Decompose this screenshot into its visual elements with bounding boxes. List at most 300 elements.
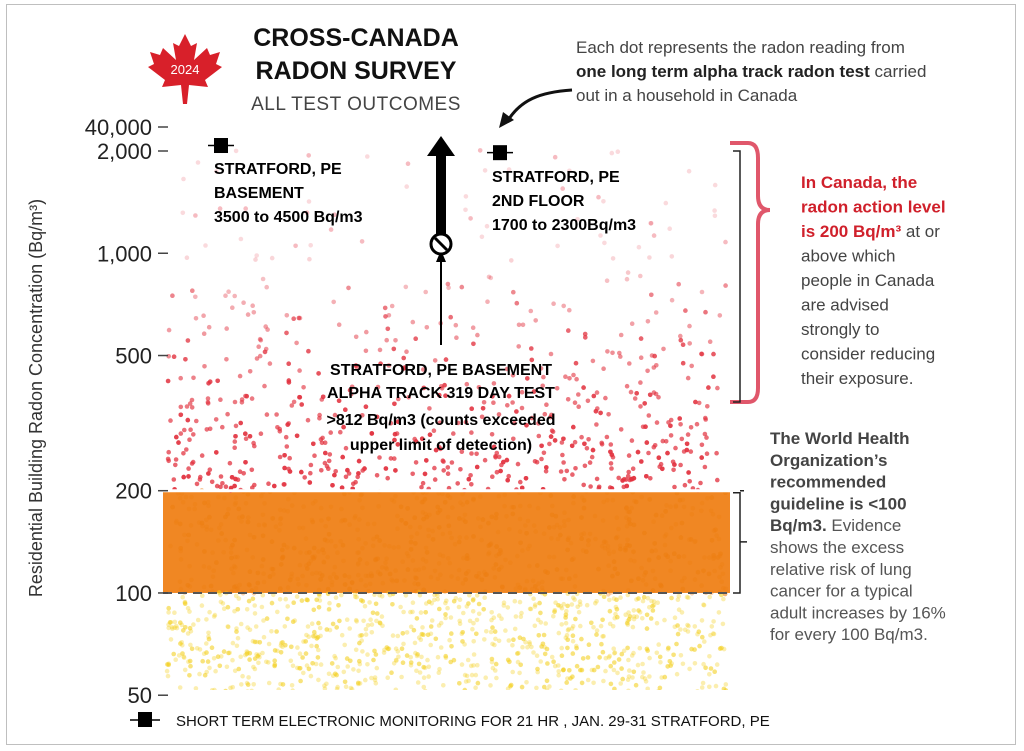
survey-dot [724, 733, 729, 738]
survey-dot [297, 368, 302, 373]
survey-dot [178, 740, 183, 745]
survey-dot [671, 653, 676, 658]
survey-dot [627, 517, 632, 522]
survey-dot [324, 734, 329, 739]
survey-dot [204, 617, 209, 622]
survey-dot [565, 633, 570, 638]
survey-dot [478, 494, 483, 499]
survey-dot [579, 536, 584, 541]
survey-dot [539, 702, 544, 707]
survey-dot [537, 601, 542, 606]
survey-dot [700, 618, 705, 623]
survey-dot [297, 526, 302, 531]
survey-dot [423, 290, 428, 295]
survey-dot [421, 481, 426, 486]
survey-dot [591, 704, 596, 709]
survey-dot [356, 573, 361, 578]
survey-dot [412, 700, 417, 705]
survey-dot [190, 647, 195, 652]
survey-dot [493, 731, 498, 736]
survey-dot [333, 691, 338, 696]
survey-dot [276, 687, 281, 692]
survey-dot [306, 349, 311, 354]
survey-dot [361, 619, 366, 624]
survey-dot [364, 330, 369, 335]
survey-dot [656, 642, 661, 647]
survey-dot [567, 376, 572, 381]
survey-dot [216, 538, 221, 543]
survey-dot [307, 667, 312, 672]
survey-dot [259, 494, 264, 499]
survey-dot [237, 596, 242, 601]
survey-dot [611, 256, 616, 261]
survey-dot [571, 373, 576, 378]
survey-dot [407, 698, 412, 703]
survey-dot [615, 571, 620, 576]
survey-dot [186, 699, 191, 704]
survey-dot [229, 550, 234, 555]
survey-dot [273, 742, 278, 747]
survey-dot [460, 639, 465, 644]
survey-dot [664, 201, 669, 206]
survey-dot [233, 736, 238, 741]
survey-dot [425, 515, 430, 520]
survey-dot [618, 595, 623, 600]
survey-dot [409, 535, 414, 540]
survey-dot [304, 536, 309, 541]
survey-dot [250, 731, 255, 736]
survey-dot [426, 674, 431, 679]
survey-dot [655, 600, 660, 605]
survey-dot [180, 595, 185, 600]
survey-dot [518, 735, 523, 740]
survey-dot [640, 745, 645, 750]
survey-dot [233, 439, 238, 444]
survey-dot [531, 736, 536, 741]
survey-dot [561, 667, 566, 672]
survey-dot [320, 436, 325, 441]
survey-dot [301, 671, 306, 676]
survey-dot [490, 625, 495, 630]
survey-dot [262, 635, 267, 640]
survey-dot [239, 682, 244, 687]
survey-dot [715, 662, 720, 667]
survey-dot [490, 515, 495, 520]
survey-dot [561, 304, 566, 309]
survey-dot [224, 702, 229, 707]
survey-dot [573, 574, 578, 579]
survey-dot [497, 639, 502, 644]
survey-dot [412, 628, 417, 633]
survey-dot [724, 733, 729, 738]
survey-dot [594, 743, 599, 748]
survey-dot [550, 428, 555, 433]
survey-dot [591, 681, 596, 686]
survey-dot [582, 442, 587, 447]
survey-dot [708, 692, 713, 697]
survey-dot [282, 466, 287, 471]
survey-dot [260, 564, 265, 569]
survey-dot [548, 700, 553, 705]
survey-dot [670, 254, 675, 259]
survey-dot [673, 446, 678, 451]
survey-dot [241, 742, 246, 747]
survey-dot [299, 704, 304, 709]
survey-dot [375, 535, 380, 540]
survey-dot [560, 747, 565, 751]
survey-dot [611, 646, 616, 651]
survey-dot [211, 568, 216, 573]
survey-dot [306, 153, 311, 158]
survey-dot [252, 603, 257, 608]
survey-dot [392, 456, 397, 461]
survey-dot [176, 743, 181, 748]
survey-dot [491, 734, 496, 739]
survey-dot [702, 555, 707, 560]
survey-dot [596, 567, 601, 572]
survey-dot [401, 642, 406, 647]
survey-dot [409, 660, 414, 665]
survey-dot [364, 632, 369, 637]
survey-dot [678, 463, 683, 468]
survey-dot [314, 598, 319, 603]
survey-dot [524, 531, 529, 536]
survey-dot [380, 707, 385, 712]
survey-dot [187, 507, 192, 512]
survey-dot [518, 541, 523, 546]
survey-dot [503, 558, 508, 563]
survey-dot [514, 586, 519, 591]
survey-dot [267, 681, 272, 686]
survey-dot [449, 644, 454, 649]
survey-dot [517, 671, 522, 676]
survey-dot [174, 519, 179, 524]
survey-dot [207, 325, 212, 330]
survey-dot [593, 601, 598, 606]
survey-dot [184, 447, 189, 452]
survey-dot [490, 474, 495, 479]
survey-dot [506, 658, 511, 663]
survey-dot [456, 576, 461, 581]
survey-dot [640, 675, 645, 680]
survey-dot [494, 516, 499, 521]
survey-dot [475, 618, 480, 623]
survey-dot [580, 668, 585, 673]
survey-dot [188, 733, 193, 738]
survey-dot [263, 350, 268, 355]
survey-dot [717, 575, 722, 580]
survey-dot [593, 729, 598, 734]
survey-dot [498, 469, 503, 474]
survey-dot [362, 466, 367, 471]
survey-dot [517, 735, 522, 740]
survey-dot [232, 294, 237, 299]
survey-dot [419, 655, 424, 660]
survey-dot [662, 693, 667, 698]
survey-dot [531, 650, 536, 655]
survey-dot [333, 565, 338, 570]
survey-dot [268, 361, 273, 366]
survey-dot [165, 729, 170, 734]
survey-dot [570, 602, 575, 607]
survey-dot [705, 451, 710, 456]
survey-dot [477, 602, 482, 607]
survey-dot [428, 643, 433, 648]
survey-dot [283, 624, 288, 629]
survey-dot [285, 313, 290, 318]
survey-dot [489, 618, 494, 623]
survey-dot [178, 685, 183, 690]
survey-dot [457, 619, 462, 624]
survey-dot [478, 739, 483, 744]
survey-dot [380, 614, 385, 619]
survey-dot [658, 655, 663, 660]
survey-dot [471, 609, 476, 614]
survey-dot [343, 573, 348, 578]
survey-dot [312, 608, 317, 613]
survey-dot [396, 634, 401, 639]
survey-dot [620, 478, 625, 483]
survey-dot [675, 691, 680, 696]
survey-dot [591, 448, 596, 453]
survey-dot [518, 480, 523, 485]
survey-dot [285, 444, 290, 449]
survey-dot [654, 703, 659, 708]
survey-dot [535, 653, 540, 658]
survey-dot [711, 512, 716, 517]
survey-dot [656, 555, 661, 560]
survey-dot [256, 661, 261, 666]
survey-dot [580, 681, 585, 686]
survey-dot [335, 687, 340, 692]
survey-dot [700, 635, 705, 640]
survey-dot [565, 637, 570, 642]
survey-dot [342, 670, 347, 675]
survey-dot [630, 731, 635, 736]
survey-dot [198, 700, 203, 705]
survey-dot [497, 613, 502, 618]
survey-dot [209, 528, 214, 533]
survey-dot [452, 599, 457, 604]
survey-dot [665, 664, 670, 669]
survey-dot [421, 557, 426, 562]
survey-dot [252, 310, 257, 315]
survey-dot [672, 693, 677, 698]
survey-dot [240, 514, 245, 519]
survey-dot [649, 616, 654, 621]
survey-dot [723, 283, 728, 288]
survey-dot [282, 482, 287, 487]
survey-dot [423, 689, 428, 694]
survey-dot [245, 548, 250, 553]
survey-dot [333, 699, 338, 704]
survey-dot [283, 643, 288, 648]
survey-dot [188, 659, 193, 664]
survey-dot [691, 506, 696, 511]
survey-dot [194, 686, 199, 691]
survey-dot [308, 471, 313, 476]
survey-dot [707, 704, 712, 709]
survey-dot [240, 397, 245, 402]
survey-dot [491, 666, 496, 671]
survey-dot [712, 669, 717, 674]
survey-dot [212, 694, 217, 699]
survey-dot [271, 567, 276, 572]
survey-dot [699, 352, 704, 357]
survey-dot [349, 694, 354, 699]
survey-dot [404, 285, 409, 290]
survey-dot [586, 437, 591, 442]
survey-dot [428, 746, 433, 751]
survey-dot [645, 687, 650, 692]
survey-dot [200, 453, 205, 458]
survey-dot [521, 736, 526, 741]
survey-dot [429, 708, 434, 713]
survey-dot [686, 376, 691, 381]
survey-dot [469, 406, 474, 411]
survey-dot [237, 507, 242, 512]
survey-dot [554, 514, 559, 519]
survey-dot [560, 702, 565, 707]
survey-dot [358, 557, 363, 562]
survey-dot [638, 380, 643, 385]
survey-dot [533, 624, 538, 629]
survey-dot [298, 739, 303, 744]
survey-dot [561, 460, 566, 465]
survey-dot [310, 621, 315, 626]
survey-dot [400, 559, 405, 564]
survey-dot [611, 550, 616, 555]
survey-dot [273, 742, 278, 747]
survey-dot [461, 581, 466, 586]
survey-dot [464, 535, 469, 540]
survey-dot [179, 557, 184, 562]
survey-dot [707, 595, 712, 600]
survey-dot [202, 585, 207, 590]
survey-dot [250, 396, 255, 401]
survey-dot [503, 628, 508, 633]
survey-dot [319, 468, 324, 473]
survey-dot [242, 731, 247, 736]
survey-dot [723, 587, 728, 592]
survey-dot [507, 527, 512, 532]
survey-dot [511, 512, 516, 517]
survey-dot [203, 692, 208, 697]
survey-dot [415, 652, 420, 657]
survey-dot [275, 610, 280, 615]
survey-dot [262, 501, 267, 506]
survey-dot [642, 573, 647, 578]
survey-dot [246, 675, 251, 680]
survey-dot [710, 538, 715, 543]
survey-dot [629, 579, 634, 584]
survey-dot [476, 516, 481, 521]
survey-dot [505, 478, 510, 483]
survey-dot [667, 226, 672, 231]
survey-dot [430, 529, 435, 534]
survey-dot [374, 741, 379, 746]
survey-dot [236, 636, 241, 641]
survey-dot [613, 567, 618, 572]
survey-dot [326, 517, 331, 522]
survey-dot [365, 652, 370, 657]
survey-dot [555, 244, 560, 249]
survey-dot [634, 683, 639, 688]
survey-dot [232, 445, 237, 450]
survey-dot [384, 733, 389, 738]
survey-dot [232, 734, 237, 739]
survey-dot [356, 471, 361, 476]
survey-dot [246, 682, 251, 687]
survey-dot [172, 354, 177, 359]
survey-dot [659, 462, 664, 467]
survey-dot [566, 627, 571, 632]
survey-dot [217, 590, 222, 595]
survey-dot [261, 736, 266, 741]
survey-dot [351, 739, 356, 744]
survey-dot [385, 567, 390, 572]
survey-dot [630, 438, 635, 443]
survey-dot [282, 543, 287, 548]
survey-dot [655, 420, 660, 425]
survey-dot [323, 686, 328, 691]
survey-dot [666, 733, 671, 738]
survey-dot [393, 494, 398, 499]
survey-dot [687, 667, 692, 672]
survey-dot [241, 300, 246, 305]
survey-dot [601, 500, 606, 505]
survey-dot [696, 570, 701, 575]
survey-dot [391, 633, 396, 638]
survey-dot [364, 349, 369, 354]
survey-dot [183, 668, 188, 673]
survey-dot [402, 578, 407, 583]
survey-dot [590, 455, 595, 460]
survey-dot [668, 659, 673, 664]
survey-dot [529, 309, 534, 314]
survey-dot [629, 390, 634, 395]
survey-dot [231, 641, 236, 646]
survey-dot [359, 633, 364, 638]
survey-dot [383, 314, 388, 319]
survey-dot [618, 681, 623, 686]
survey-dot [450, 460, 455, 465]
survey-dot [518, 663, 523, 668]
survey-dot [256, 344, 261, 349]
survey-dot [676, 282, 681, 287]
survey-dot [182, 428, 187, 433]
survey-dot [488, 730, 493, 735]
survey-dot [535, 563, 540, 568]
survey-dot [665, 554, 670, 559]
survey-dot [394, 646, 399, 651]
survey-dot [612, 559, 617, 564]
survey-dot [186, 533, 191, 538]
survey-dot [681, 662, 686, 667]
survey-dot [639, 495, 644, 500]
survey-dot [449, 574, 454, 579]
survey-dot [171, 652, 176, 657]
survey-dot [371, 544, 376, 549]
survey-dot [259, 431, 264, 436]
survey-dot [220, 425, 225, 430]
survey-dot [474, 574, 479, 579]
survey-dot [717, 515, 722, 520]
survey-dot [215, 701, 220, 706]
survey-dot [278, 586, 283, 591]
survey-dot [254, 253, 259, 258]
survey-dot [225, 412, 230, 417]
